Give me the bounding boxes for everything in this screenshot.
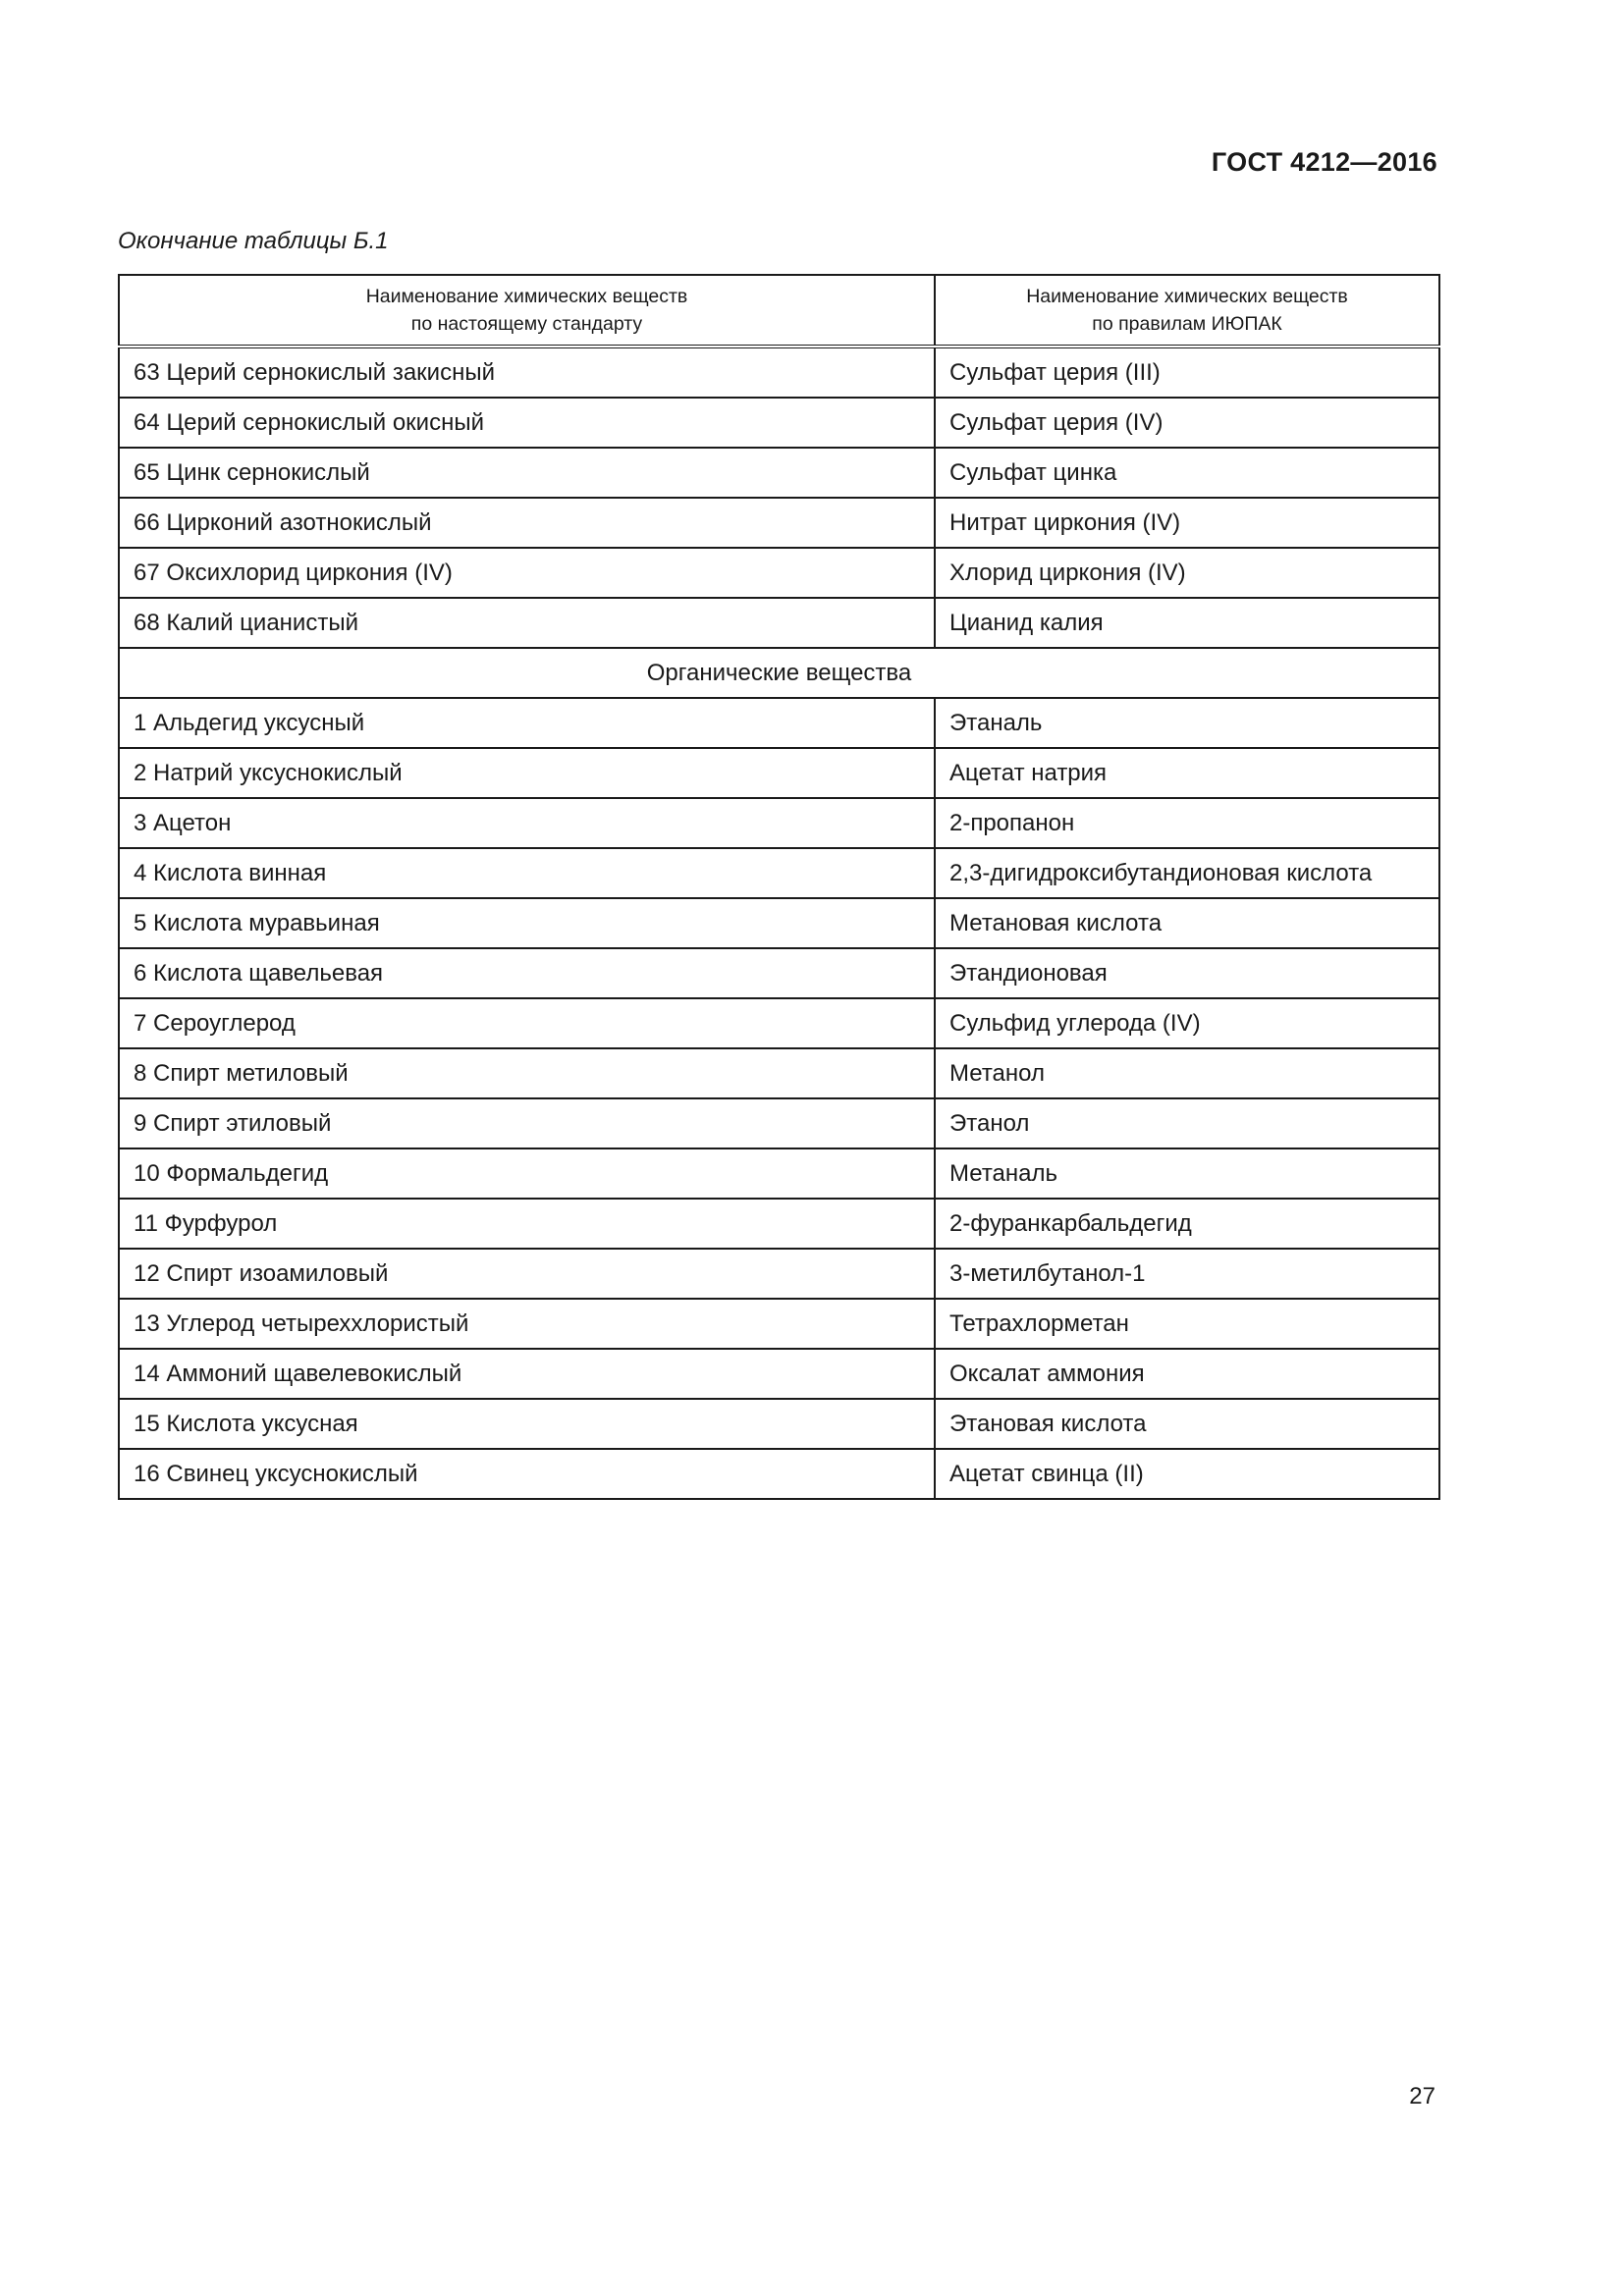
iupac-name-cell: Этанол <box>935 1098 1439 1148</box>
table-row <box>119 347 1439 398</box>
standard-name-cell: 68 Калий цианистый <box>119 598 935 648</box>
iupac-name-cell: Тетрахлорметан <box>935 1299 1439 1349</box>
iupac-name-cell: 3-метилбутанол-1 <box>935 1249 1439 1299</box>
table-row <box>119 1299 1439 1349</box>
standard-name-cell: 7 Сероуглерод <box>119 998 935 1048</box>
table-row <box>119 498 1439 548</box>
column-header-iupac-name <box>935 275 1439 347</box>
iupac-name-cell: Хлорид циркония (IV) <box>935 548 1439 598</box>
table-row <box>119 548 1439 598</box>
standard-name-cell: 67 Оксихлорид циркония (IV) <box>119 548 935 598</box>
table-row <box>119 948 1439 998</box>
table-row <box>119 1399 1439 1449</box>
standard-name-cell: 15 Кислота уксусная <box>119 1399 935 1449</box>
iupac-name-cell: 2-пропанон <box>935 798 1439 848</box>
table-body <box>119 347 1439 1499</box>
standard-name-cell: 14 Аммоний щавелевокислый <box>119 1349 935 1399</box>
iupac-name-cell: Сульфат цинка <box>935 448 1439 498</box>
column-header-line: Наименование химических веществ <box>365 286 688 307</box>
iupac-name-cell: Этаналь <box>935 698 1439 748</box>
iupac-name-cell: Этандионовая <box>935 948 1439 998</box>
standard-name-cell: 13 Углерод четыреххлористый <box>119 1299 935 1349</box>
table-caption: Окончание таблицы Б.1 <box>118 228 389 254</box>
standard-name-cell: 11 Фурфурол <box>119 1199 935 1249</box>
iupac-name-cell: Ацетат натрия <box>935 748 1439 798</box>
standard-name-cell: 2 Натрий уксуснокислый <box>119 748 935 798</box>
standard-name-cell: 65 Цинк сернокислый <box>119 448 935 498</box>
standard-name-cell: 12 Спирт изоамиловый <box>119 1249 935 1299</box>
standard-name-cell: 3 Ацетон <box>119 798 935 848</box>
iupac-name-cell: Нитрат циркония (IV) <box>935 498 1439 548</box>
page-number: 27 <box>1409 2083 1435 2109</box>
standard-name-cell: 66 Цирконий азотнокислый <box>119 498 935 548</box>
standard-name-cell: 16 Свинец уксуснокислый <box>119 1449 935 1499</box>
column-header-line: по настоящему стандарту <box>410 313 643 335</box>
standard-name-cell: 1 Альдегид уксусный <box>119 698 935 748</box>
iupac-name-cell: Этановая кислота <box>935 1399 1439 1449</box>
iupac-name-cell: Сульфат церия (IV) <box>935 398 1439 448</box>
section-title: Органические вещества <box>119 648 1439 698</box>
standard-name-cell: 10 Формальдегид <box>119 1148 935 1199</box>
iupac-name-cell: 2,3-дигидроксибутандионовая кислота <box>935 848 1439 898</box>
table-row <box>119 1048 1439 1098</box>
iupac-name-cell: Метановая кислота <box>935 898 1439 948</box>
standard-name-cell: 5 Кислота муравьиная <box>119 898 935 948</box>
standard-name-cell: 8 Спирт метиловый <box>119 1048 935 1098</box>
chemical-names-table <box>118 274 1440 1500</box>
standard-name-cell: 6 Кислота щавельевая <box>119 948 935 998</box>
table-row <box>119 848 1439 898</box>
table-row <box>119 998 1439 1048</box>
table-row <box>119 1449 1439 1499</box>
column-header-line: Наименование химических веществ <box>1026 286 1348 307</box>
column-header-line: по правилам ИЮПАК <box>1092 313 1282 335</box>
standard-name-cell: 9 Спирт этиловый <box>119 1098 935 1148</box>
table-row <box>119 1349 1439 1399</box>
table-row <box>119 398 1439 448</box>
column-header-standard-name <box>119 275 935 347</box>
table-row <box>119 898 1439 948</box>
table-row <box>119 1249 1439 1299</box>
iupac-name-cell: Цианид калия <box>935 598 1439 648</box>
table-row <box>119 598 1439 648</box>
iupac-name-cell: Оксалат аммония <box>935 1349 1439 1399</box>
table-row <box>119 448 1439 498</box>
section-row-organic <box>119 648 1439 698</box>
table-row <box>119 698 1439 748</box>
document-code: ГОСТ 4212—2016 <box>1211 147 1437 177</box>
standard-name-cell: 63 Церий сернокислый закисный <box>119 347 935 398</box>
table-row <box>119 748 1439 798</box>
iupac-name-cell: Сульфид углерода (IV) <box>935 998 1439 1048</box>
table-header-row <box>119 275 1439 347</box>
iupac-name-cell: Метанол <box>935 1048 1439 1098</box>
iupac-name-cell: Ацетат свинца (II) <box>935 1449 1439 1499</box>
iupac-name-cell: Сульфат церия (III) <box>935 347 1439 398</box>
table-header <box>119 275 1439 347</box>
iupac-name-cell: 2-фуранкарбальдегид <box>935 1199 1439 1249</box>
iupac-name-cell: Метаналь <box>935 1148 1439 1199</box>
standard-name-cell: 64 Церий сернокислый окисный <box>119 398 935 448</box>
table-row <box>119 1148 1439 1199</box>
table-row <box>119 1199 1439 1249</box>
table-row <box>119 798 1439 848</box>
standard-name-cell: 4 Кислота винная <box>119 848 935 898</box>
table-row <box>119 1098 1439 1148</box>
